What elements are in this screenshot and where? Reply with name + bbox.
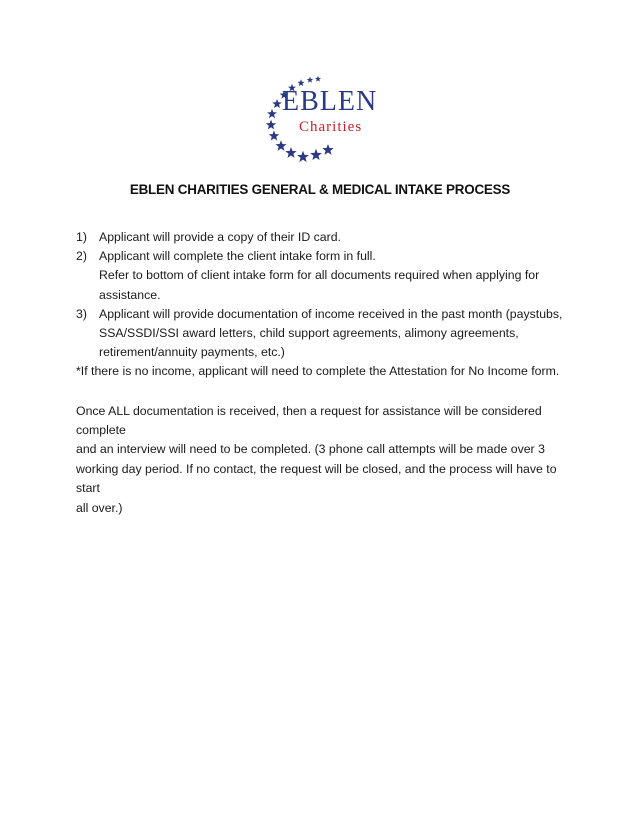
completion-paragraph xyxy=(76,402,576,518)
step-text: retirement/annuity payments, etc.) xyxy=(99,345,285,360)
eblen-charities-logo xyxy=(262,74,382,166)
star-icon xyxy=(267,109,277,118)
star-icon xyxy=(322,144,333,155)
star-icon xyxy=(315,76,321,82)
step-text: Applicant will provide documentation of income received in the past month (paystubs, xyxy=(99,306,563,321)
step-2 xyxy=(76,247,576,305)
step-text: Applicant will complete the client intake form in full. xyxy=(99,249,376,264)
star-icon xyxy=(266,120,276,130)
paragraph-line: Once ALL documentation is received, then a request for assistance will be considered complete xyxy=(76,403,542,438)
step-text: assistance. xyxy=(99,287,161,302)
step-text: SSA/SSDI/SSI award letters, child support agreements, alimony agreements, xyxy=(99,326,519,341)
no-income-note: *If there is no income, applicant will need to complete the Attestation for No Income form. xyxy=(76,364,560,379)
step-text: Applicant will provide a copy of their ID card. xyxy=(99,230,341,244)
paragraph-line: working day period. If no contact, the request will be closed, and the process will have to start xyxy=(76,461,557,496)
paragraph-line: and an interview will need to be completed. (3 phone call attempts will be made over 3 xyxy=(76,442,545,457)
paragraph-line: all over.) xyxy=(76,500,123,515)
star-icon xyxy=(285,147,296,158)
star-icon xyxy=(275,140,286,150)
steps-list xyxy=(76,228,576,362)
star-icon xyxy=(269,130,280,140)
step-number: 1) xyxy=(76,230,87,244)
step-3 xyxy=(76,305,576,363)
step-number: 3) xyxy=(76,306,87,321)
step-text: Refer to bottom of client intake form for all documents required when applying for xyxy=(99,268,540,283)
star-icon xyxy=(307,77,313,83)
star-icon xyxy=(310,149,322,160)
star-icon xyxy=(272,99,282,108)
star-icon xyxy=(297,151,309,162)
page-title: EBLEN CHARITIES GENERAL & MEDICAL INTAKE PROCESS xyxy=(129,182,511,197)
step-1 xyxy=(76,228,576,247)
step-number: 2) xyxy=(76,249,87,264)
logo-name: EBLEN xyxy=(282,86,378,117)
document-body xyxy=(76,228,576,518)
logo-subtitle: Charities xyxy=(299,119,363,135)
